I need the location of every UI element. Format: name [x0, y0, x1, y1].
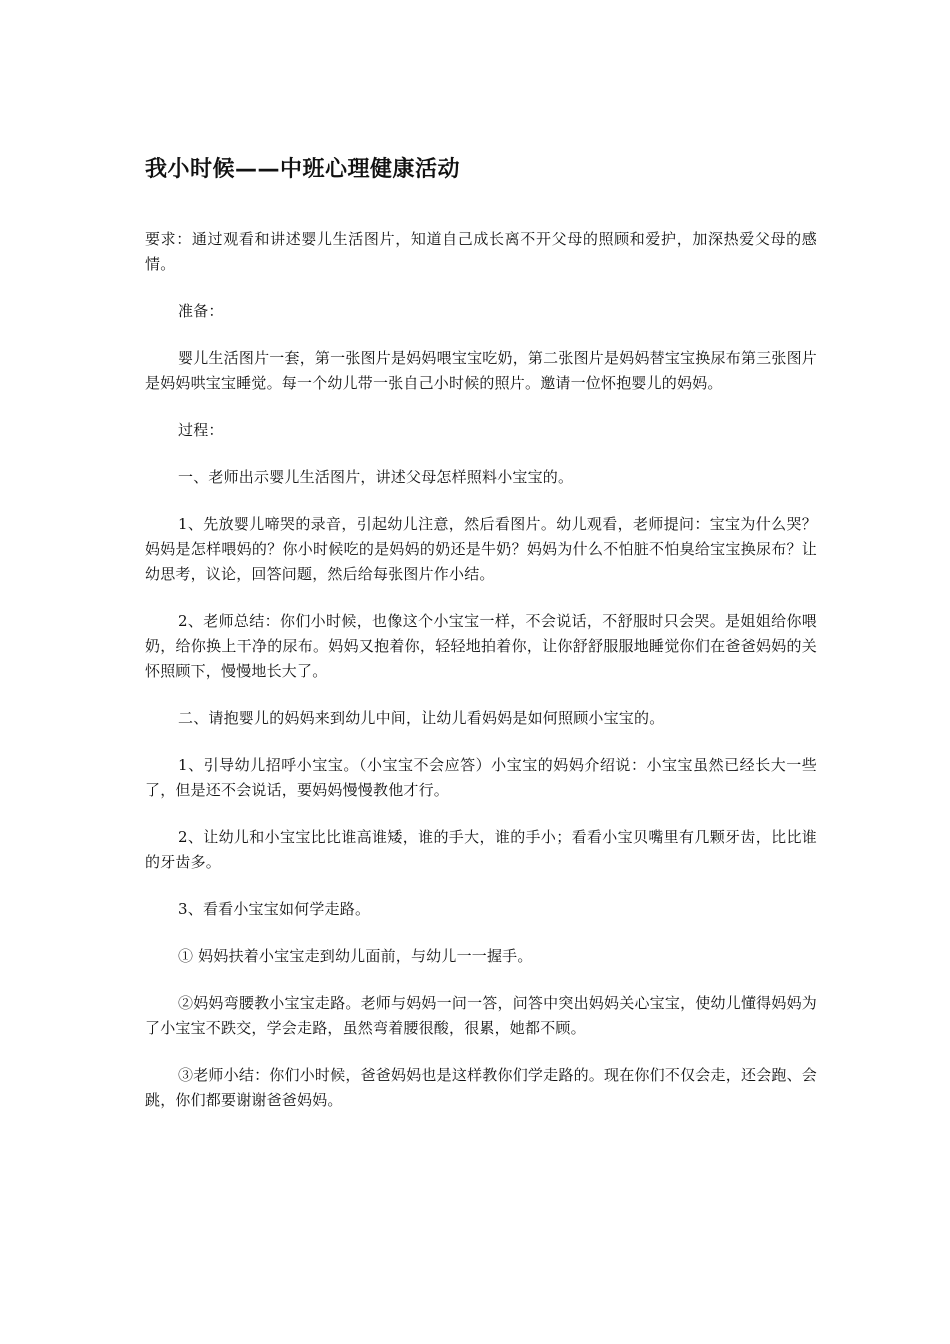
- paragraph-step-2-2: 2、让幼儿和小宝宝比比谁高谁矮，谁的手大，谁的手小；看看小宝贝嘴里有几颗牙齿，比比谁的牙齿多。: [145, 828, 817, 871]
- paragraph-step-1-2: 2、老师总结：你们小时候，也像这个小宝宝一样，不会说话，不舒服时只会哭。是姐姐给你喂奶，给你换上干净的尿布。妈妈又抱着你，轻轻地拍着你，让你舒舒服服地睡觉你们在爸爸妈妈的关怀照顾下，慢慢地长大了。: [145, 612, 817, 680]
- paragraph-step-2-3: 3、看看小宝宝如何学走路。: [178, 900, 371, 918]
- document-body: [145, 227, 817, 1135]
- paragraph-step-1-1: 1、先放婴儿啼哭的录音，引起幼儿注意，然后看图片。幼儿观看，老师提问：宝宝为什么哭？妈妈是怎样喂妈的？你小时候吃的是妈妈的奶还是牛奶？妈妈为什么不怕脏不怕臭给宝宝换尿布？让幼思考，议论，回答问题，然后给每张图片作小结。: [145, 515, 817, 583]
- paragraph-section-two: 二、请抱婴儿的妈妈来到幼儿中间，让幼儿看妈妈是如何照顾小宝宝的。: [178, 709, 665, 727]
- paragraph-substep-2: ②妈妈弯腰教小宝宝走路。老师与妈妈一问一答，问答中突出妈妈关心宝宝，使幼儿懂得妈妈为了小宝宝不跌交，学会走路，虽然弯着腰很酸，很累，她都不顾。: [145, 994, 817, 1037]
- paragraph-section-one: 一、老师出示婴儿生活图片，讲述父母怎样照料小宝宝的。: [178, 468, 574, 486]
- paragraph-requirements: 要求：通过观看和讲述婴儿生活图片，知道自己成长离不开父母的照顾和爱护，加深热爱父母的感情。: [145, 230, 817, 273]
- paragraph-substep-3: ③老师小结：你们小时候，爸爸妈妈也是这样教你们学走路的。现在你们不仅会走，还会跑、会跳，你们都要谢谢爸爸妈妈。: [145, 1066, 817, 1109]
- document-title: 我小时候——中班心理健康活动: [145, 157, 461, 182]
- paragraph-process-heading: 过程：: [178, 421, 224, 439]
- paragraph-substep-1: ① 妈妈扶着小宝宝走到幼儿面前，与幼儿一一握手。: [178, 947, 533, 965]
- paragraph-step-2-1: 1、引导幼儿招呼小宝宝。（小宝宝不会应答）小宝宝的妈妈介绍说：小宝宝虽然已经长大一些了，但是还不会说话，要妈妈慢慢教他才行。: [145, 756, 817, 799]
- paragraph-preparation-heading: 准备：: [178, 302, 224, 320]
- paragraph-preparation: 婴儿生活图片一套，第一张图片是妈妈喂宝宝吃奶，第二张图片是妈妈替宝宝换尿布第三张图片是妈妈哄宝宝睡觉。每一个幼儿带一张自己小时候的照片。邀请一位怀抱婴儿的妈妈。: [145, 349, 817, 392]
